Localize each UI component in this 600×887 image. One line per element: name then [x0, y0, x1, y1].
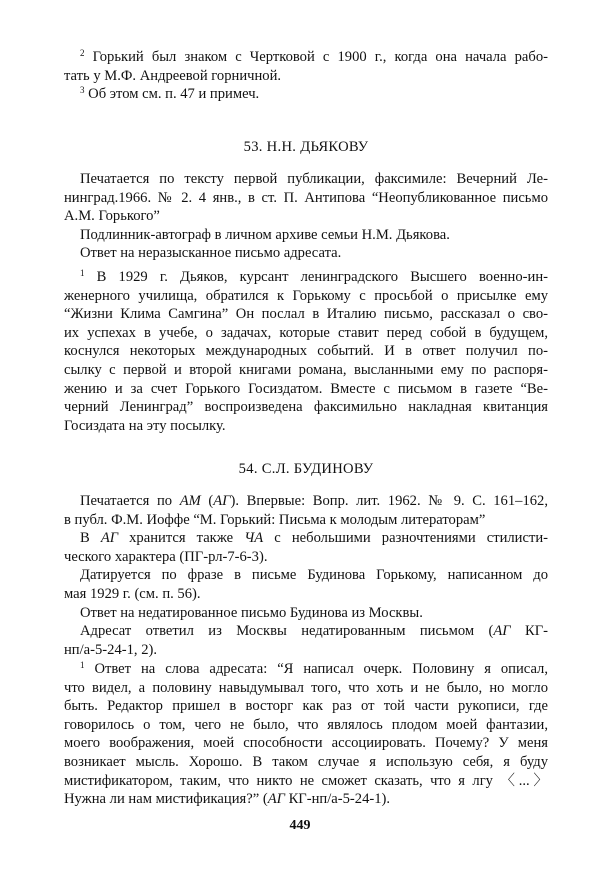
- footnote-line: [64, 660, 548, 679]
- footnote-number: 3: [80, 85, 85, 96]
- text-run: КГ-: [510, 623, 548, 640]
- paragraph-line: [64, 529, 548, 548]
- text-run: с небольшими разночтениями стилисти-: [263, 530, 549, 547]
- abbrev-cha: ЧА: [244, 530, 264, 547]
- footnote-line: сылку с первой и второй книгами романа, высланными ему по распоря-: [64, 361, 548, 378]
- abbrev-ag: АГ: [100, 530, 119, 547]
- footnote-line: Госиздата на эту посылку.: [64, 417, 226, 434]
- footnote-line: черний Ленинград” воспроизведена факсимильно накладная квитанция: [64, 399, 548, 416]
- footnote-line: коснулся некоторых международных событий. И в ответ получил по-: [64, 343, 548, 360]
- text-run: Нужна ли нам мистификация?” (: [64, 791, 268, 808]
- text-run: (: [200, 493, 214, 509]
- footnote-line: [64, 790, 548, 809]
- abbrev-ag: АГ: [267, 791, 285, 808]
- footnote-line: моего воображения, моей способности ассоциировать. Почему? У меня: [64, 735, 548, 752]
- abbrev-ag: АГ: [493, 623, 511, 640]
- abbrev-ag: АГ: [213, 493, 231, 509]
- paragraph-line: Подлинник-автограф в личном архиве семьи Н.М. Дьякова.: [80, 226, 450, 243]
- footnote-line: [64, 268, 548, 287]
- paragraph-line: А.М. Горького”: [64, 208, 160, 225]
- letter-53-commentary: [64, 170, 548, 263]
- footnote-line: женерного училища, обратился к Горькому с просьбой о присылке ему: [64, 287, 548, 304]
- footnotes-top: [64, 48, 548, 104]
- paragraph-line: Ответ на недатированное письмо Будинова из Москвы.: [80, 604, 423, 621]
- footnote-number: 1: [80, 660, 85, 670]
- section-heading-53: 53. Н.Н. ДЬЯКОВУ: [243, 139, 369, 155]
- footnote-number: 1: [80, 268, 85, 278]
- footnote-text: Горький был знаком с Чертковой с 1900 г., когда она начала рабо-: [92, 49, 548, 65]
- paragraph-line: Датируется по фразе в письме Будинова Горькому, написанном до: [80, 567, 548, 584]
- section-heading-54: 54. С.Л. БУДИНОВУ: [238, 461, 374, 477]
- text-run: Печатается по: [80, 493, 180, 509]
- footnote-line: что видел, а половину навыдумывал того, что хоть и не было, но могло: [64, 679, 548, 696]
- footnote-line: возникает мысль. Хорошо. В таком случае я использую себя, я буду: [64, 753, 548, 770]
- text-run: ). Впервые: Вопр. лит. 1962. № 9. С. 161–162,: [230, 493, 548, 509]
- letter-54-commentary: [64, 492, 548, 659]
- footnote-text: Об этом см. п. 47 и примеч.: [88, 86, 260, 103]
- footnote-number: 2: [80, 48, 85, 58]
- paragraph-line: мая 1929 г. (см. п. 56).: [64, 585, 201, 602]
- paragraph-line: нинград.1966. № 2. 4 янв., в ст. П. Антипова “Неопубликованное письмо: [64, 189, 548, 206]
- footnote-text: Ответ на слова адресата: “Я написал очерк. Половину я описал,: [94, 661, 548, 677]
- paragraph-line: в публ. Ф.М. Иоффе “М. Горький: Письма к молодым литераторам”: [64, 511, 486, 528]
- page-number: 449: [289, 818, 311, 833]
- paragraph-line: нп/а-5-24-1, 2).: [64, 641, 158, 658]
- footnote-text: В 1929 г. Дьяков, курсант ленинградского Высшего военно-ин-: [96, 269, 548, 285]
- letter-54-footnote: [64, 660, 548, 809]
- footnote-line: говорилось о том, чего не было, что являлось плодом моей фантазии,: [64, 716, 548, 733]
- paragraph-line: ческого характера (ПГ-рл-7-6-3).: [64, 548, 268, 565]
- footnote-2-line: [64, 48, 548, 67]
- footnote-line: жению и за счет Горького Госиздатом. Вместе с письмом в газете “Ве-: [64, 380, 548, 397]
- text-run: хранится также: [118, 530, 245, 547]
- letter-53-footnote: [64, 268, 548, 435]
- footnote-line: “Жизни Клима Самгина” Он послал в Италию письмо, рассказал о сво-: [64, 306, 548, 323]
- footnote-3-line: [64, 85, 548, 104]
- footnote-line: их успехах в учебе, о задачах, которые ставит перед собой в будущем,: [64, 324, 548, 341]
- abbrev-am: АМ: [179, 493, 201, 509]
- paragraph-line: Ответ на неразысканное письмо адресата.: [80, 245, 342, 262]
- text-run: В: [80, 530, 101, 547]
- text-run: Адресат ответил из Москвы недатированным письмом (: [80, 623, 494, 640]
- footnote-line: мистификатором, таким, что никто не сможет сказать, что я лгу 〈...〉: [64, 772, 548, 789]
- footnote-text: тать у М.Ф. Андреевой горничной.: [64, 67, 282, 84]
- text-run: КГ-нп/а-5-24-1).: [284, 791, 391, 808]
- paragraph-line: [64, 622, 548, 641]
- paragraph-line: [64, 492, 548, 511]
- paragraph-line: Печатается по тексту первой публикации, факсимиле: Вечерний Ле-: [80, 171, 548, 187]
- footnote-line: быть. Редактор пришел в восторг как раз от той части рукописи, где: [64, 698, 548, 715]
